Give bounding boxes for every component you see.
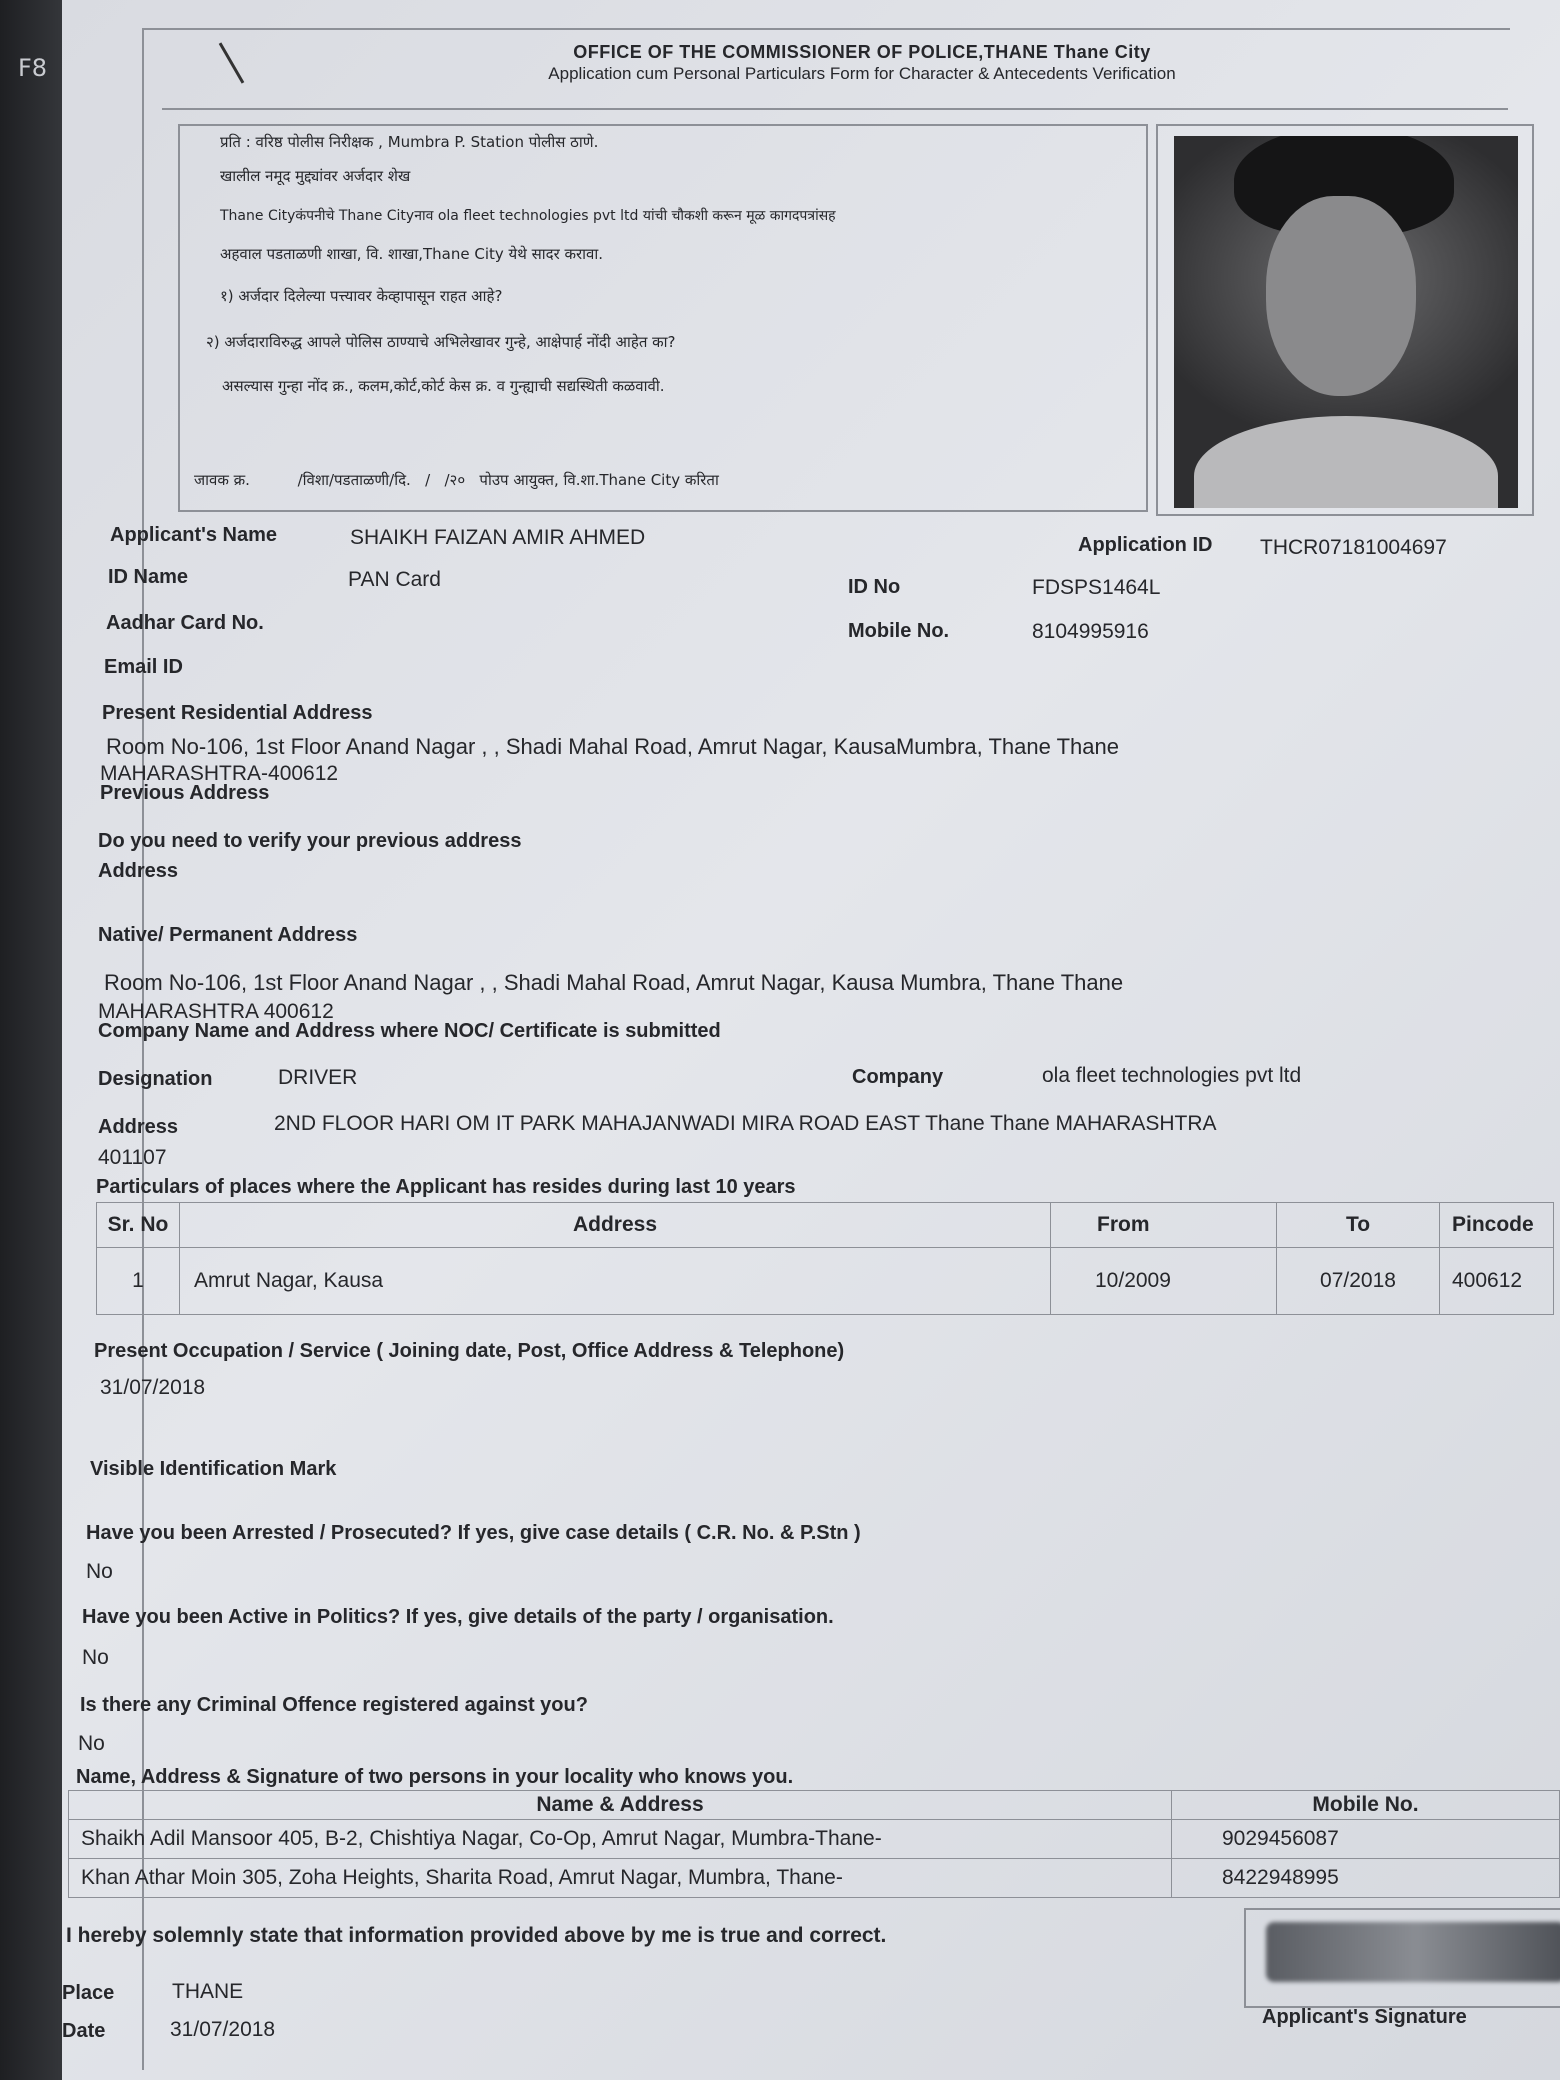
occupation-value: 31/07/2018 [100, 1376, 206, 1399]
applicant-signature [1266, 1922, 1560, 1982]
table-row [97, 1248, 1554, 1315]
cell-mobile: 8422948995 [1172, 1859, 1560, 1898]
cell-address: Amrut Nagar, Kausa [180, 1248, 1051, 1315]
references-table [68, 1790, 1560, 1898]
form-subtitle: Application cum Personal Particulars Form for Character & Antecedents Verification [548, 64, 1176, 83]
identification-mark-label: Visible Identification Mark [90, 1458, 337, 1480]
aadhar-label: Aadhar Card No. [106, 612, 264, 634]
native-address-line: Room No-106, 1st Floor Anand Nagar , , Shadi Mahal Road, Amrut Nagar, Kausa Mumbra, Thane Thane [104, 970, 1124, 995]
marathi-line: असल्यास गुन्हा नोंद क्र., कलम,कोर्ट,कोर्ट केस क्र. व गुन्ह्याची सद्यस्थिती कळवावी. [222, 377, 665, 395]
arrested-label: Have you been Arrested / Prosecuted? If yes, give case details ( C.R. No. & P.Stn ) [86, 1522, 861, 1544]
present-address-line: MAHARASHTRA-400612 [100, 762, 339, 785]
criminal-label: Is there any Criminal Offence registered against you? [80, 1694, 588, 1716]
id-no: FDSPS1464L [1032, 576, 1161, 599]
native-address-line: MAHARASHTRA 400612 [98, 1000, 334, 1023]
id-no-label: ID No [848, 576, 901, 598]
keyboard-edge [0, 0, 62, 2080]
present-address-line: Room No-106, 1st Floor Anand Nagar , , Shadi Mahal Road, Amrut Nagar, KausaMumbra, Thane Thane [106, 734, 1119, 759]
declaration-text: I hereby solemnly state that information provided above by me is true and correct. [66, 1924, 887, 1947]
cell-name-address: Shaikh Adil Mansoor 405, B-2, Chishtiya Nagar, Co-Op, Amrut Nagar, Mumbra-Thane- [69, 1820, 1172, 1859]
company-label: Company [852, 1066, 944, 1088]
column-header: Address [180, 1203, 1051, 1248]
column-header: Sr. No [97, 1203, 180, 1248]
place-value: THANE [172, 1980, 244, 2003]
id-name: PAN Card [348, 568, 441, 591]
document-page [62, 0, 1560, 2080]
application-id-label: Application ID [1078, 534, 1213, 556]
designation: DRIVER [278, 1066, 358, 1089]
applicant-photo [1174, 136, 1518, 508]
date-label: Date [62, 2020, 106, 2042]
table-row [69, 1820, 1560, 1859]
previous-address-label: Previous Address [100, 782, 270, 804]
cell-name-address: Khan Athar Moin 305, Zoha Heights, Sharita Road, Amrut Nagar, Mumbra, Thane- [69, 1859, 1172, 1898]
marathi-line: जावक क्र. /विशा/पडताळणी/दि. / /२० पोउप आयुक्त, वि.शा.Thane City करिता [194, 471, 719, 489]
mobile-number: 8104995916 [1032, 620, 1149, 643]
applicant-name: SHAIKH FAIZAN AMIR AHMED [350, 526, 646, 549]
places-table [96, 1202, 1554, 1315]
signature-box [1244, 1908, 1560, 2008]
politics-answer: No [82, 1646, 109, 1669]
places-title: Particulars of places where the Applicant has resides during last 10 years [96, 1176, 796, 1198]
company-section-label: Company Name and Address where NOC/ Certificate is submitted [98, 1020, 721, 1042]
email-label: Email ID [104, 656, 183, 678]
column-header: Name & Address [69, 1791, 1172, 1820]
company-address-line: 401107 [98, 1146, 167, 1169]
cell-from: 10/2009 [1051, 1248, 1277, 1315]
column-header: To [1277, 1203, 1440, 1248]
marathi-line: २) अर्जदाराविरुद्ध आपले पोलिस ठाण्याचे अभिलेखावर गुन्हे, आक्षेपार्ह नोंदी आहेत का? [206, 333, 676, 351]
references-title: Name, Address & Signature of two persons in your locality who knows you. [76, 1766, 794, 1788]
verify-previous-label: Do you need to verify your previous address [98, 830, 522, 852]
native-address-label: Native/ Permanent Address [98, 924, 358, 946]
header-divider [162, 108, 1508, 110]
applicant-name-label: Applicant's Name [110, 524, 278, 546]
politics-label: Have you been Active in Politics? If yes, give details of the party / organisation. [82, 1606, 834, 1628]
marathi-line: अहवाल पडताळणी शाखा, वि. शाखा,Thane City येथे सादर करावा. [220, 245, 604, 263]
table-row [69, 1859, 1560, 1898]
office-title: OFFICE OF THE COMMISSIONER OF POLICE,THANE Thane City [573, 42, 1151, 62]
address-label: Address [98, 860, 179, 882]
column-header: Mobile No. [1172, 1791, 1560, 1820]
cell-to: 07/2018 [1277, 1248, 1440, 1315]
application-id: THCR07181004697 [1260, 536, 1447, 559]
photo-frame [1156, 124, 1534, 516]
marathi-instructions-box [178, 124, 1148, 512]
place-label: Place [62, 1982, 115, 2004]
table-header-row [69, 1791, 1560, 1820]
marathi-line: खालील नमूद मुद्द्यांवर अर्जदार शेख [220, 167, 411, 185]
company-name: ola fleet technologies pvt ltd [1042, 1064, 1302, 1087]
occupation-label: Present Occupation / Service ( Joining date, Post, Office Address & Telephone) [94, 1340, 845, 1362]
mobile-label: Mobile No. [848, 620, 950, 642]
cell-pincode: 400612 [1440, 1248, 1554, 1315]
column-header: From [1051, 1203, 1277, 1248]
arrested-answer: No [86, 1560, 113, 1583]
cell-sr: 1 [97, 1248, 180, 1315]
designation-label: Designation [98, 1068, 213, 1090]
company-address-label: Address [98, 1116, 179, 1138]
marathi-line: Thane Cityकंपनीचे Thane Cityनाव ola fleet technologies pvt ltd यांची चौकशी करून मूळ कागदपत्रांसह [220, 208, 836, 224]
cell-mobile: 9029456087 [1172, 1820, 1560, 1859]
criminal-answer: No [78, 1732, 105, 1755]
f8-key-label: F8 [18, 54, 48, 82]
marathi-line: प्रति : वरिष्ठ पोलीस निरीक्षक , Mumbra P. Station पोलीस ठाणे. [220, 133, 599, 151]
id-name-label: ID Name [108, 566, 189, 588]
signature-label: Applicant's Signature [1262, 2006, 1467, 2028]
table-header-row [97, 1203, 1554, 1248]
company-address-line: 2ND FLOOR HARI OM IT PARK MAHAJANWADI MIRA ROAD EAST Thane Thane MAHARASHTRA [274, 1112, 1217, 1135]
present-address-label: Present Residential Address [102, 702, 373, 724]
column-header: Pincode [1440, 1203, 1554, 1248]
date-value: 31/07/2018 [170, 2018, 276, 2041]
marathi-line: १) अर्जदार दिलेल्या पत्त्यावर केव्हापासून राहत आहे? [220, 287, 503, 305]
